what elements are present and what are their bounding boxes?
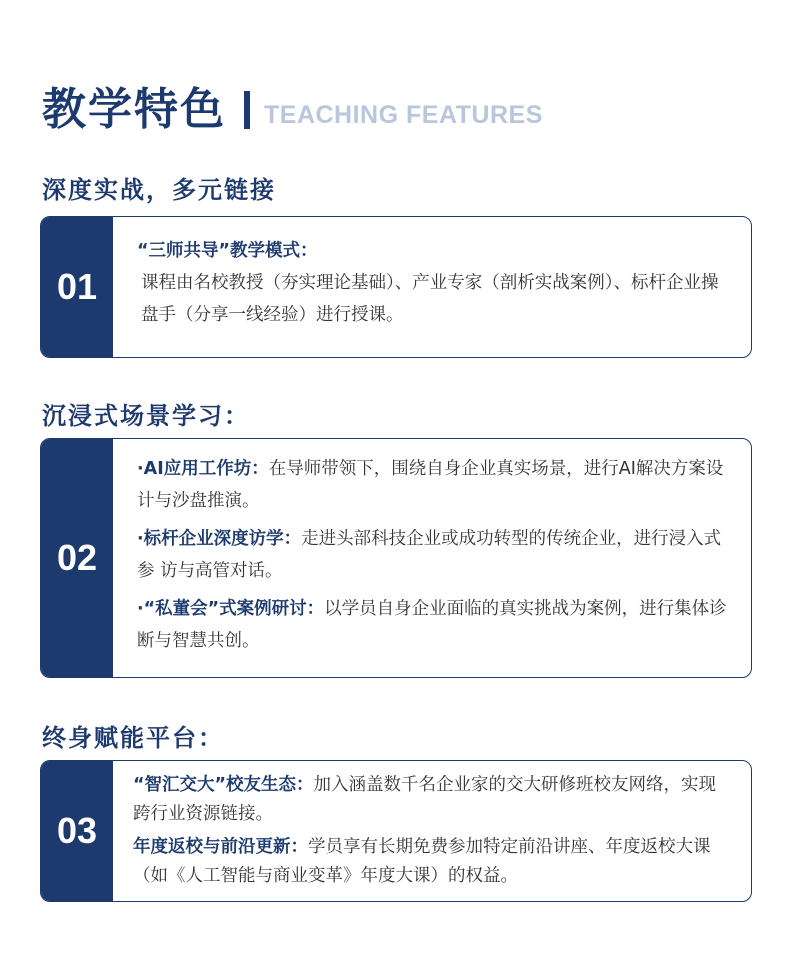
card-body-3 [113, 761, 751, 901]
item-text: 走进头部科技企业或成功转型的传统企业，进行浸入式参 访与高管对话。 [137, 529, 722, 581]
page-header [42, 84, 543, 135]
list-item [133, 771, 729, 829]
item-bullet: · [137, 599, 144, 619]
list-item [137, 523, 729, 587]
page-title: 教学特色 [42, 84, 226, 135]
item-bullet: · [137, 529, 144, 549]
page-subtitle-en: TEACHING FEATURES [264, 100, 543, 129]
item-text: 以学员自身企业面临的真实挑战为案例，进行集体诊断与智慧共创。 [137, 599, 727, 651]
card-heading: “三师共导”教学模式： [137, 241, 318, 261]
section-title-2: 沉浸式场景学习： [42, 402, 250, 430]
item-text: 加入涵盖数千名企业家的交大研修班校友网络，实现跨行业资源链接。 [133, 775, 717, 824]
item-heading: AI应用工作坊： [143, 459, 269, 479]
title-divider [244, 91, 250, 129]
item-bullet: · [137, 459, 144, 479]
card-body-2 [113, 439, 751, 677]
list-item [133, 833, 729, 891]
card-number-2: 02 [41, 439, 113, 677]
card-text: 课程由名校教授（夯实理论基础）、产业专家（剖析实战案例）、标杆企业操盘手（分享一线经验）进行授课。 [141, 273, 719, 325]
item-heading: “智汇交大”校友生态： [133, 775, 314, 795]
list-item [137, 453, 729, 517]
item-text: 在导师带领下，围绕自身企业真实场景，进行AI解决方案设计与沙盘推演。 [137, 459, 724, 511]
item-heading: 标杆企业深度访学： [143, 529, 302, 549]
item-text: 学员享有长期免费参加特定前沿讲座、年度返校大课（如《人工智能与商业变革》年度大课）的权益。 [133, 837, 711, 886]
item-heading: 年度返校与前沿更新： [133, 837, 308, 857]
feature-card-1 [40, 216, 752, 358]
section-title-3: 终身赋能平台： [42, 724, 224, 752]
feature-card-2 [40, 438, 752, 678]
feature-card-3 [40, 760, 752, 902]
list-item [137, 593, 729, 657]
card-body-1 [113, 217, 751, 357]
card-number-3: 03 [41, 761, 113, 901]
card-number-1: 01 [41, 217, 113, 357]
section-title-1: 深度实战，多元链接 [42, 176, 276, 204]
item-heading: “私董会”式案例研讨： [143, 599, 325, 619]
